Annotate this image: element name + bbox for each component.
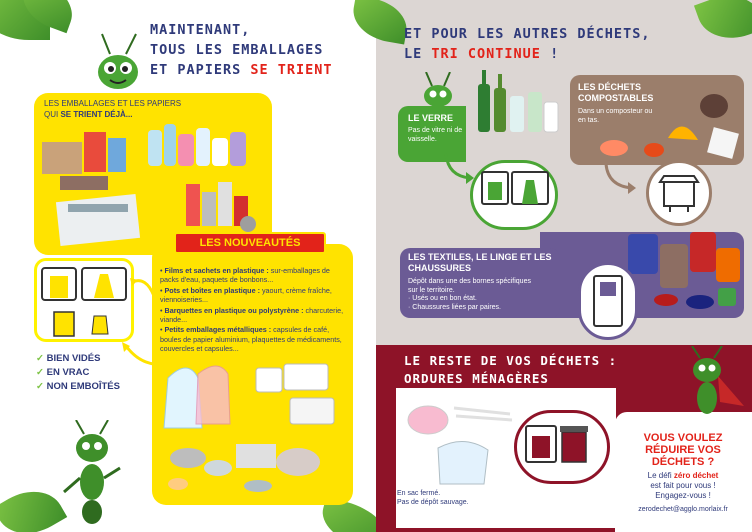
textile-subtitle-text: Dépôt dans une des bornes spécifiques sur le territoire.: [408, 278, 531, 294]
new-item-text: yaourt, crème fraîche, viennoiseries...: [160, 285, 332, 305]
right-title-line2: [404, 44, 664, 64]
left-title-line1: MAINTENANT,: [150, 22, 251, 38]
new-item-heading: Films et sachets en plastique :: [164, 266, 269, 275]
promo-title: VOUS VOULEZ RÉDUIRE VOS DÉCHETS ?: [643, 432, 723, 468]
condition-label: EN VRAC: [46, 367, 90, 378]
glass-bottles-illustration: [472, 66, 562, 136]
textile-container-icon: [590, 272, 626, 330]
household-bin-icon: [522, 418, 604, 478]
existing-packaging-label: [44, 98, 254, 120]
promo-line1: [620, 471, 746, 481]
new-item: • Barquettes en plastique ou polystyrène : charcuterie, viande...: [160, 305, 344, 325]
new-packaging-illustration: [158, 358, 348, 498]
existing-packaging-label-b: QUI: [44, 110, 61, 119]
new-item: • Films et sachets en plastique : sur-emballages de packs d'eau, paquets de bonbons...: [160, 266, 330, 285]
new-items-badge: LES NOUVEAUTÉS: [174, 232, 326, 254]
new-item-text: charcuterie, viande...: [160, 305, 344, 325]
new-item: • Pots et boîtes en plastique : yaourt, crème fraîche, viennoiseries...: [160, 285, 332, 305]
left-title-line3: [150, 60, 365, 80]
check-icon: ✓: [36, 381, 44, 392]
new-item-heading: Petits emballages métalliques :: [164, 325, 272, 335]
existing-packaging-label-c: SE TRIENT DÉJÀ...: [60, 110, 133, 119]
new-item-heading: Barquettes en plastique ou polystyrène :: [164, 305, 304, 315]
new-item: • Petits emballages métalliques : capsules de café, boules de papier aluminium, plaquettes de médicaments, couvercles et capsules...: [160, 325, 342, 354]
textile-bullet: · Usés ou en bon état.: [408, 295, 477, 302]
new-items-list: [160, 266, 350, 355]
promo-email-link[interactable]: zerodechet@agglo.morlaix.fr: [638, 506, 728, 513]
condition-item: [36, 366, 120, 380]
arrow-icon: [600, 160, 640, 196]
glass-subtitle: Pas de vitre ni de vaisselle.: [408, 127, 463, 143]
right-title-line2-c: !: [540, 46, 560, 62]
existing-packaging-label-line1: LES EMBALLAGES ET LES PAPIERS: [44, 99, 182, 108]
promo-line1-b: zéro déchet: [673, 471, 719, 480]
household-waste-title-line1: LE RESTE DE VOS DÉCHETS :: [404, 353, 618, 368]
left-title-line3-b: SE TRIENT: [250, 62, 333, 78]
household-waste-caption-line1: En sac fermé.: [397, 490, 441, 497]
textiles-illustration: [620, 228, 744, 318]
ant-mascot-icon: [418, 72, 458, 108]
condition-item: [36, 380, 120, 394]
left-title-line2: TOUS LES EMBALLAGES: [150, 42, 324, 58]
check-icon: ✓: [36, 353, 44, 364]
promo-line2: est fait pour vous !: [650, 481, 716, 490]
left-title-line3-a: ET PAPIERS: [150, 62, 251, 78]
check-icon: ✓: [36, 367, 44, 378]
yellow-bin-icon: [36, 262, 132, 340]
right-title-line1: ET POUR LES AUTRES DÉCHETS,: [404, 26, 651, 42]
textile-subtitle: [408, 278, 538, 312]
compost-illustration: [594, 88, 744, 164]
ant-mascot-icon: [58, 420, 128, 528]
household-waste-caption: [397, 489, 517, 507]
glass-container-icon: [478, 166, 552, 224]
compost-title: LES DÉCHETS COMPOSTABLES: [578, 82, 654, 103]
household-waste-title: [404, 352, 634, 388]
compost-subtitle: Dans un composteur ou en tas.: [578, 108, 653, 124]
composter-icon: [656, 170, 702, 216]
textile-title: LES TEXTILES, LE LINGE ET LES CHAUSSURES: [408, 252, 552, 273]
arrow-icon: [442, 150, 478, 186]
household-waste-title-line2: ORDURES MÉNAGÈRES: [404, 371, 549, 386]
condition-label: BIEN VIDÉS: [46, 353, 101, 364]
right-title-line2-b: TRI CONTINUE: [431, 46, 541, 62]
condition-label: NON EMBOÎTÉS: [46, 381, 120, 392]
right-title: [404, 24, 664, 64]
new-item-heading: Pots et boîtes en plastique :: [164, 285, 260, 295]
conditions-list: [36, 352, 120, 394]
new-item-text: capsules de café, boules de papier aluminium, plaquettes de médicaments, couvercles et capsules...: [160, 325, 342, 354]
household-waste-illustration: [404, 394, 524, 486]
ant-hero-icon: [670, 346, 746, 420]
condition-item: [36, 352, 120, 366]
promo-body: [620, 471, 746, 501]
right-title-line2-a: LE: [404, 46, 432, 62]
textile-bullet: · Chaussures liées par paires.: [408, 303, 501, 311]
glass-title: LE VERRE: [408, 113, 454, 123]
existing-packaging-label-line2: [44, 109, 254, 120]
promo-line3: Engagez-vous !: [655, 491, 711, 500]
new-item-text: sur-emballages de packs d'eau, paquets de bonbons...: [160, 266, 330, 285]
promo-line1-a: Le défi: [647, 471, 674, 480]
left-title: [150, 20, 365, 80]
household-waste-caption-line2: Pas de dépôt sauvage.: [397, 499, 469, 506]
ant-mascot-icon: [88, 32, 148, 92]
